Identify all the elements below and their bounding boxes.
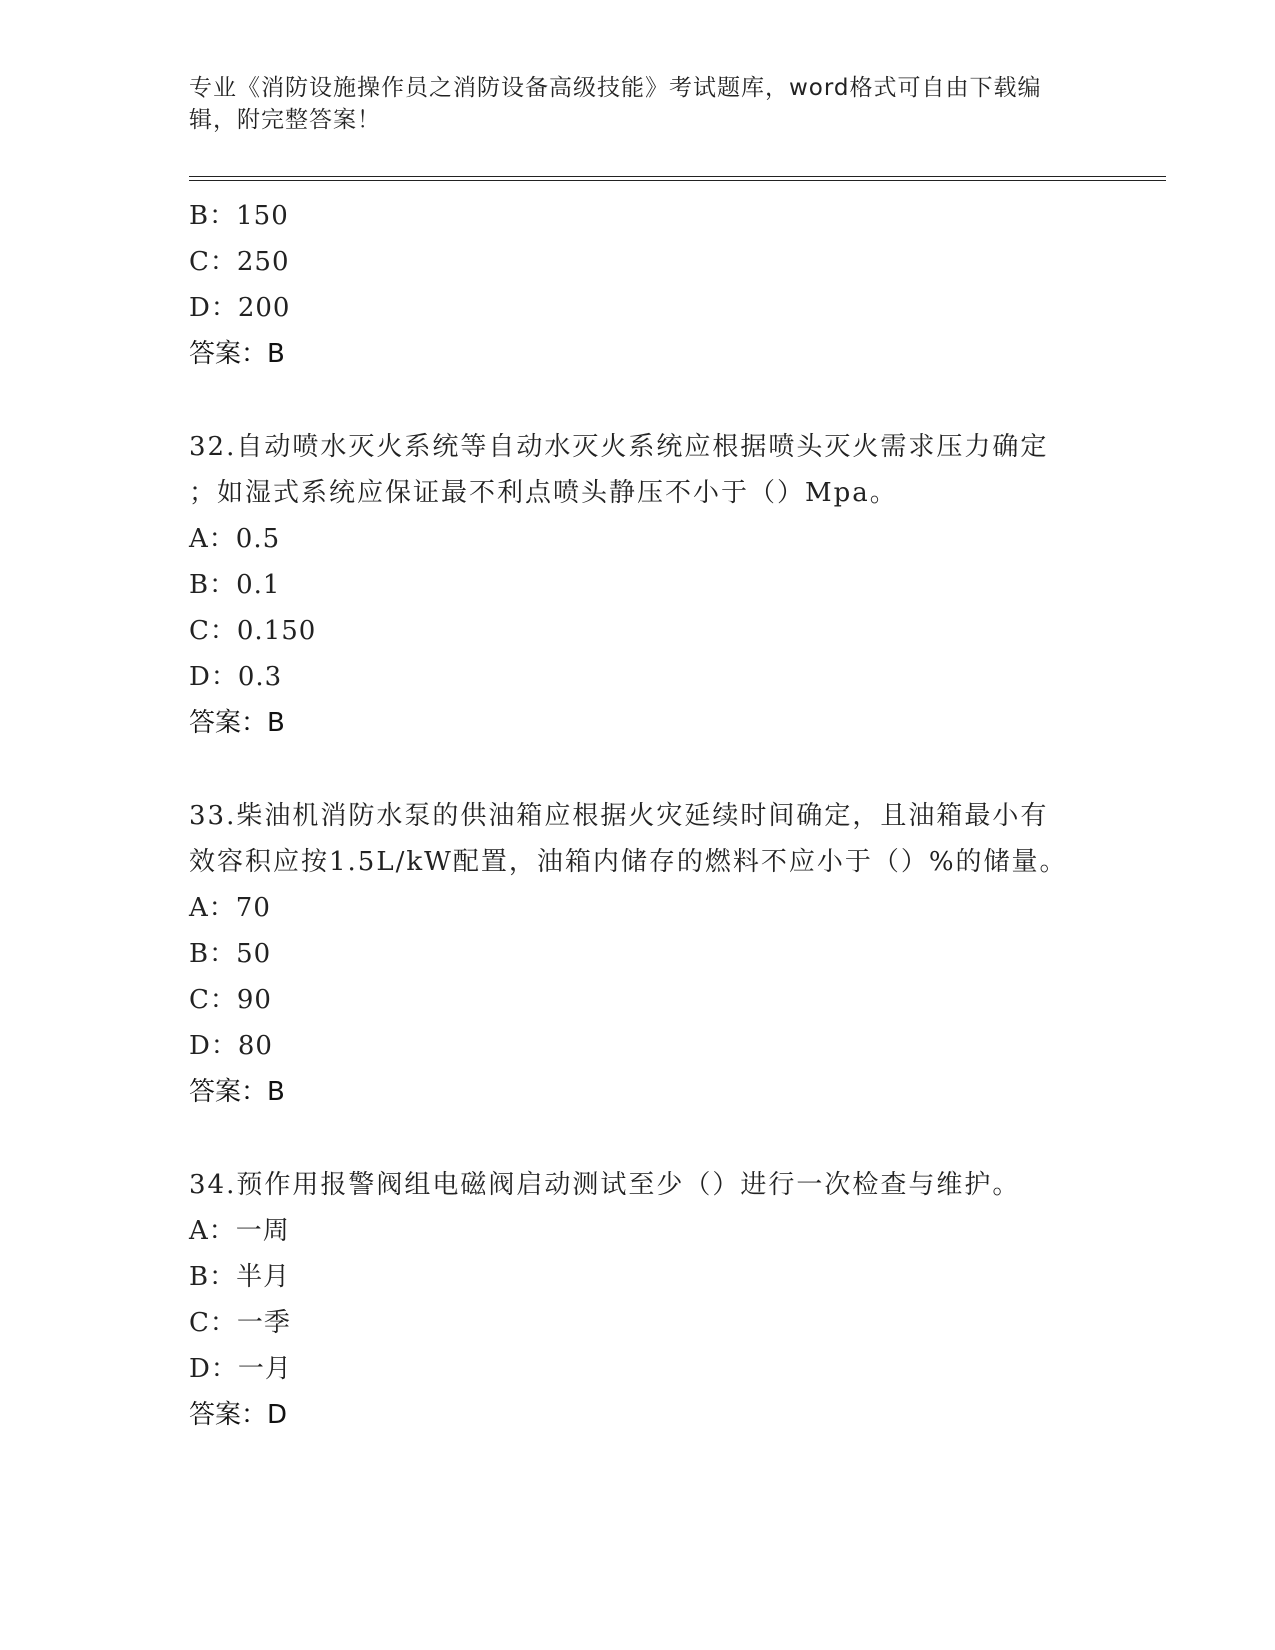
option-c: C：250 xyxy=(189,247,290,277)
question-list xyxy=(189,193,1089,1438)
question-32 xyxy=(189,424,1089,746)
question-stem-line: 32.自动喷水灭火系统等自动水灭火系统应根据喷头灭火需求压力确定 xyxy=(189,432,1049,462)
document-header: 专业《消防设施操作员之消防设备高级技能》考试题库，word格式可自由下载编辑，附完整答案！ xyxy=(189,75,1042,133)
option-a: A：一周 xyxy=(189,1216,290,1246)
question-34 xyxy=(189,1162,1089,1438)
question-stem-line: ；如湿式系统应保证最不利点喷头静压不小于（）Mpa。 xyxy=(189,478,898,508)
option-c: C：90 xyxy=(189,985,272,1015)
question-31-tail xyxy=(189,193,1089,377)
header-rule-bottom xyxy=(189,180,1166,181)
option-c: C：0.150 xyxy=(189,616,317,646)
option-b: B：50 xyxy=(189,939,272,969)
spacer xyxy=(189,746,1089,793)
option-d: D：200 xyxy=(189,293,291,323)
option-a: A：70 xyxy=(189,893,271,923)
option-d: D：80 xyxy=(189,1031,273,1061)
option-a: A：0.5 xyxy=(189,524,281,554)
option-b: B：半月 xyxy=(189,1262,291,1292)
question-stem xyxy=(189,793,1089,885)
option-b: B：0.1 xyxy=(189,570,281,600)
question-stem-line: 33.柴油机消防水泵的供油箱应根据火灾延续时间确定，且油箱最小有 xyxy=(189,801,1049,831)
option-c: C：一季 xyxy=(189,1308,291,1338)
header-rule-top xyxy=(189,176,1166,177)
answer-label: 答案：D xyxy=(189,1400,288,1430)
question-stem xyxy=(189,1162,1089,1208)
question-stem-line: 34.预作用报警阀组电磁阀启动测试至少（）进行一次检查与维护。 xyxy=(189,1170,1021,1200)
option-b: B：150 xyxy=(189,201,289,231)
spacer xyxy=(189,1115,1089,1162)
option-d: D：0.3 xyxy=(189,662,283,692)
question-33 xyxy=(189,793,1089,1115)
option-d: D：一月 xyxy=(189,1354,292,1384)
answer-label: 答案：B xyxy=(189,339,285,369)
answer-label: 答案：B xyxy=(189,708,285,738)
answer-label: 答案：B xyxy=(189,1077,285,1107)
spacer xyxy=(189,377,1089,424)
question-stem-line: 效容积应按1.5L/kW配置，油箱内储存的燃料不应小于（）%的储量。 xyxy=(189,847,1068,877)
question-stem xyxy=(189,424,1089,516)
